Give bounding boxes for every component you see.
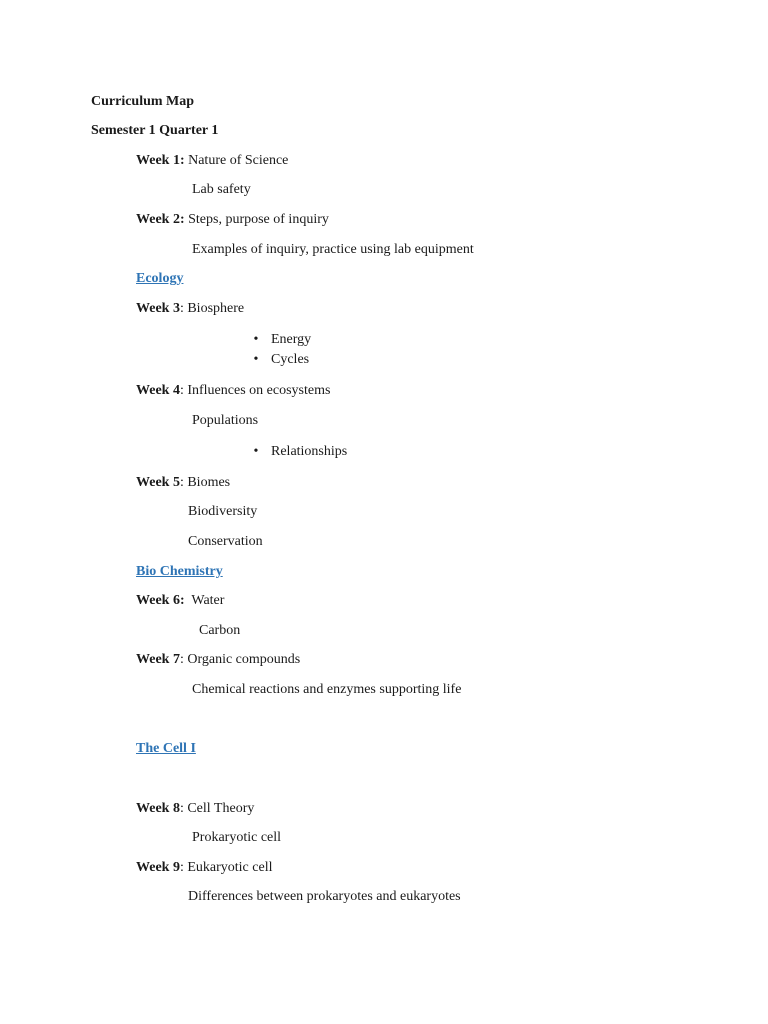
bullet-text: Relationships <box>271 444 348 459</box>
week-topic: Influences on ecosystems <box>187 383 331 398</box>
week-8-row <box>136 800 254 818</box>
week-label: Week 4 <box>136 383 180 398</box>
section-link-the-cell[interactable]: The Cell I <box>136 741 196 756</box>
week-topic: Organic compounds <box>187 652 301 667</box>
week-label: Week 3 <box>136 301 180 316</box>
section-link-bio-chemistry[interactable]: Bio Chemistry <box>136 564 223 579</box>
bullet-icon: • <box>253 444 259 459</box>
week-6-subtopic: Carbon <box>199 623 241 638</box>
week-5-subtopic: Conservation <box>188 534 263 549</box>
week-label: Week 1: <box>136 153 185 168</box>
week-9-subtopic: Differences between prokaryotes and eukaryotes <box>188 889 461 904</box>
week-9-row <box>136 859 272 877</box>
week-1-row <box>136 152 288 170</box>
week-5-row <box>136 474 230 492</box>
week-separator: : <box>179 801 184 816</box>
week-4-subtopic: Populations <box>192 413 259 428</box>
week-2-row <box>136 211 329 229</box>
section-link-ecology[interactable]: Ecology <box>136 271 184 286</box>
week-separator: : <box>179 652 184 667</box>
week-7-subtopic: Chemical reactions and enzymes supporting life <box>192 682 462 697</box>
bullet-text: Energy <box>271 332 312 347</box>
week-separator: : <box>179 475 184 490</box>
week-topic: Biomes <box>187 475 231 490</box>
week-separator: : <box>179 301 184 316</box>
bullet-text: Cycles <box>271 352 310 367</box>
week-separator: : <box>179 383 184 398</box>
document-title: Curriculum Map <box>91 94 195 109</box>
week-separator: : <box>179 860 184 875</box>
week-label: Week 5 <box>136 475 180 490</box>
week-label: Week 6: <box>136 593 185 608</box>
week-topic: Steps, purpose of inquiry <box>188 212 329 227</box>
week-label: Week 9 <box>136 860 180 875</box>
week-1-subtopic: Lab safety <box>192 182 251 197</box>
week-7-row <box>136 651 300 669</box>
week-label: Week 8 <box>136 801 180 816</box>
semester-heading: Semester 1 Quarter 1 <box>91 123 219 138</box>
week-topic: Biosphere <box>187 301 245 316</box>
week-topic: Cell Theory <box>187 801 255 816</box>
week-3-row <box>136 300 244 318</box>
week-label: Week 2: <box>136 212 185 227</box>
week-4-row <box>136 382 330 400</box>
week-label: Week 7 <box>136 652 180 667</box>
week-6-row <box>136 592 224 610</box>
week-topic: Water <box>191 593 225 608</box>
bullet-icon: • <box>253 352 259 367</box>
week-topic: Nature of Science <box>188 153 289 168</box>
week-2-subtopic: Examples of inquiry, practice using lab equipment <box>192 242 474 257</box>
bullet-icon: • <box>253 332 259 347</box>
week-topic: Eukaryotic cell <box>187 860 273 875</box>
week-8-subtopic: Prokaryotic cell <box>192 830 282 845</box>
week-5-subtopic: Biodiversity <box>188 504 258 519</box>
